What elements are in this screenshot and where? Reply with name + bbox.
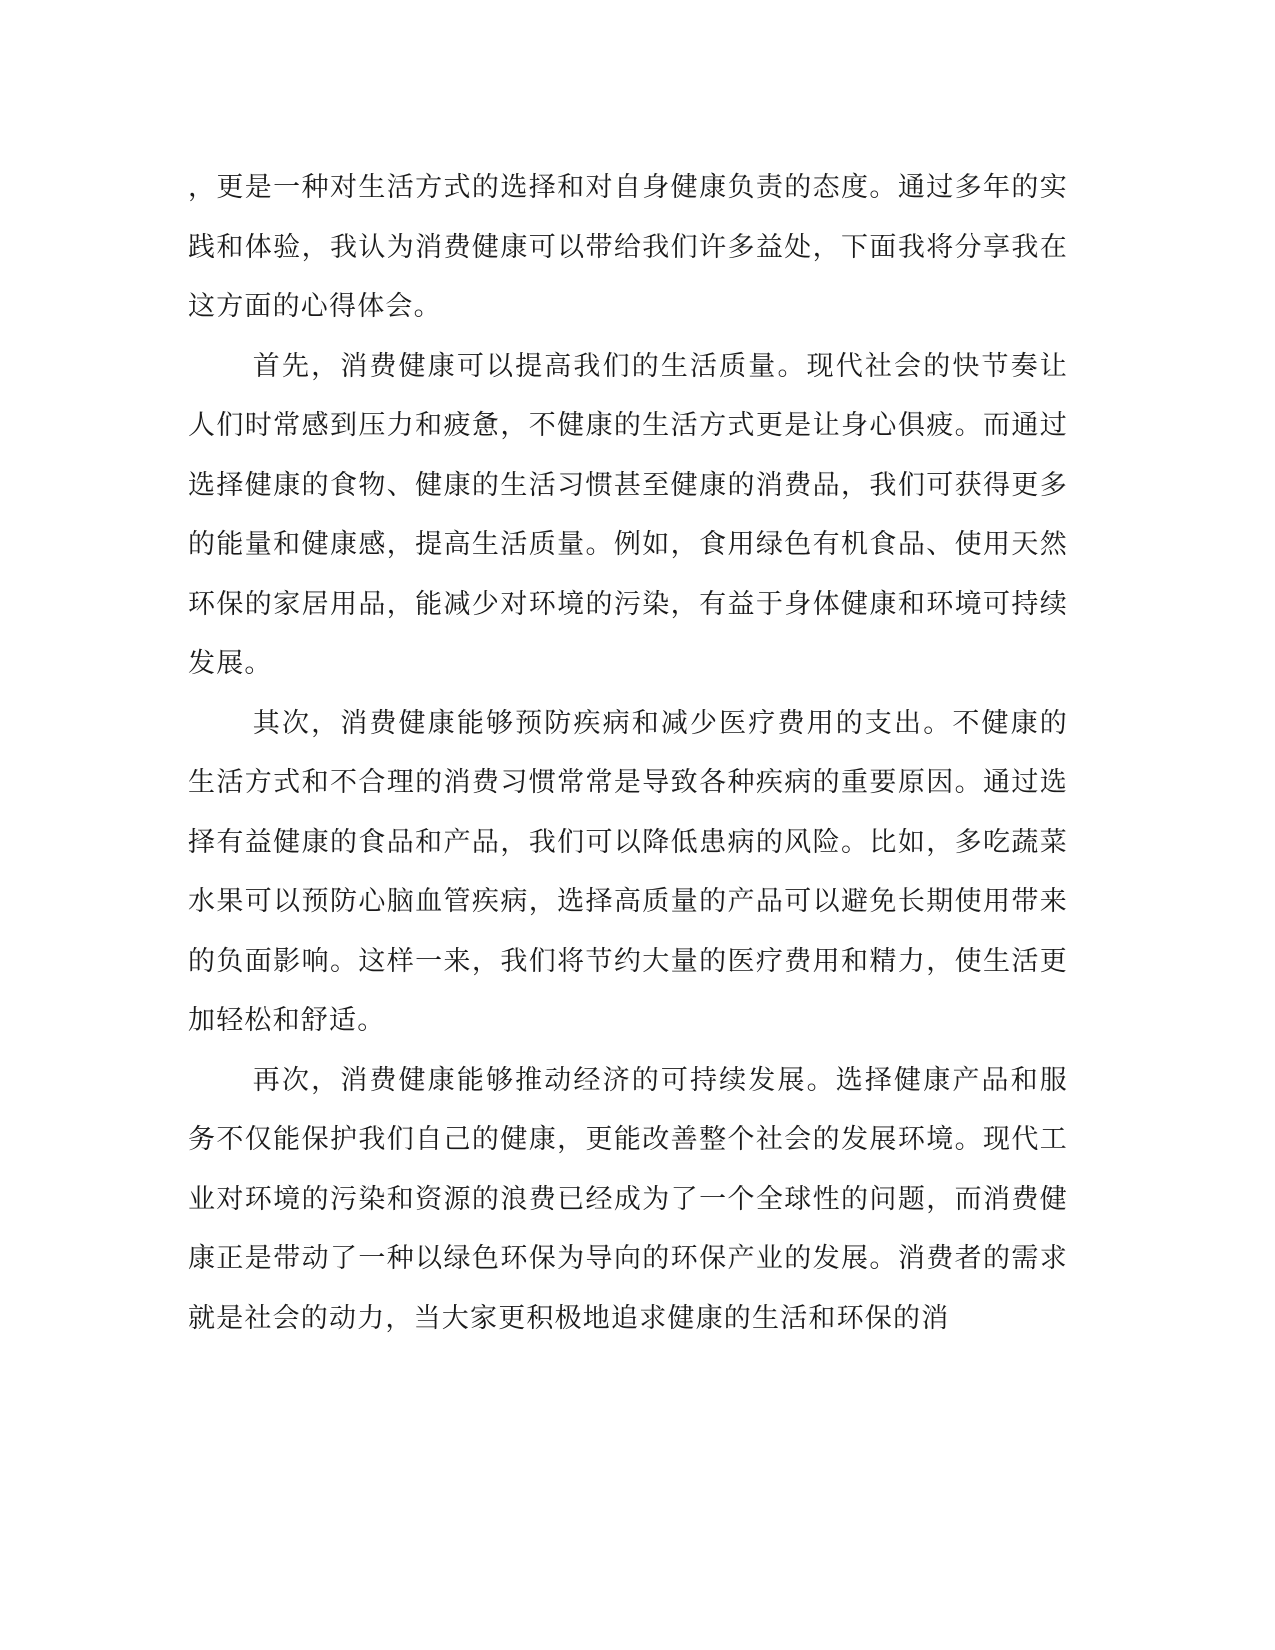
paragraph-first-point: 首先，消费健康可以提高我们的生活质量。现代社会的快节奏让人们时常感到压力和疲惫，不健康的生活方式更是让身心俱疲。而通过选择健康的食物、健康的生活习惯甚至健康的消费品，我们可获得更多的能量和健康感，提高生活质量。例如，食用绿色有机食品、使用天然环保的家居用品，能减少对环境的污染，有益于身体健康和环境可持续发展。 (188, 350, 1068, 679)
paragraph-second-point: 其次，消费健康能够预防疾病和减少医疗费用的支出。不健康的生活方式和不合理的消费习惯常常是导致各种疾病的重要原因。通过选择有益健康的食品和产品，我们可以降低患病的风险。比如，多吃蔬菜水果可以预防心脑血管疾病，选择高质量的产品可以避免长期使用带来的负面影响。这样一来，我们将节约大量的医疗费用和精力，使生活更加轻松和舒适。 (188, 707, 1068, 1036)
document-body (188, 158, 1068, 1348)
paragraph-continuation: ，更是一种对生活方式的选择和对自身健康负责的态度。通过多年的实践和体验，我认为消费健康可以带给我们许多益处，下面我将分享我在这方面的心得体会。 (188, 172, 1068, 322)
paragraph-third-point: 再次，消费健康能够推动经济的可持续发展。选择健康产品和服务不仅能保护我们自己的健康，更能改善整个社会的发展环境。现代工业对环境的污染和资源的浪费已经成为了一个全球性的问题，而消费健康正是带动了一种以绿色环保为导向的环保产业的发展。消费者的需求就是社会的动力，当大家更积极地追求健康的生活和环保的消 (188, 1064, 1068, 1334)
